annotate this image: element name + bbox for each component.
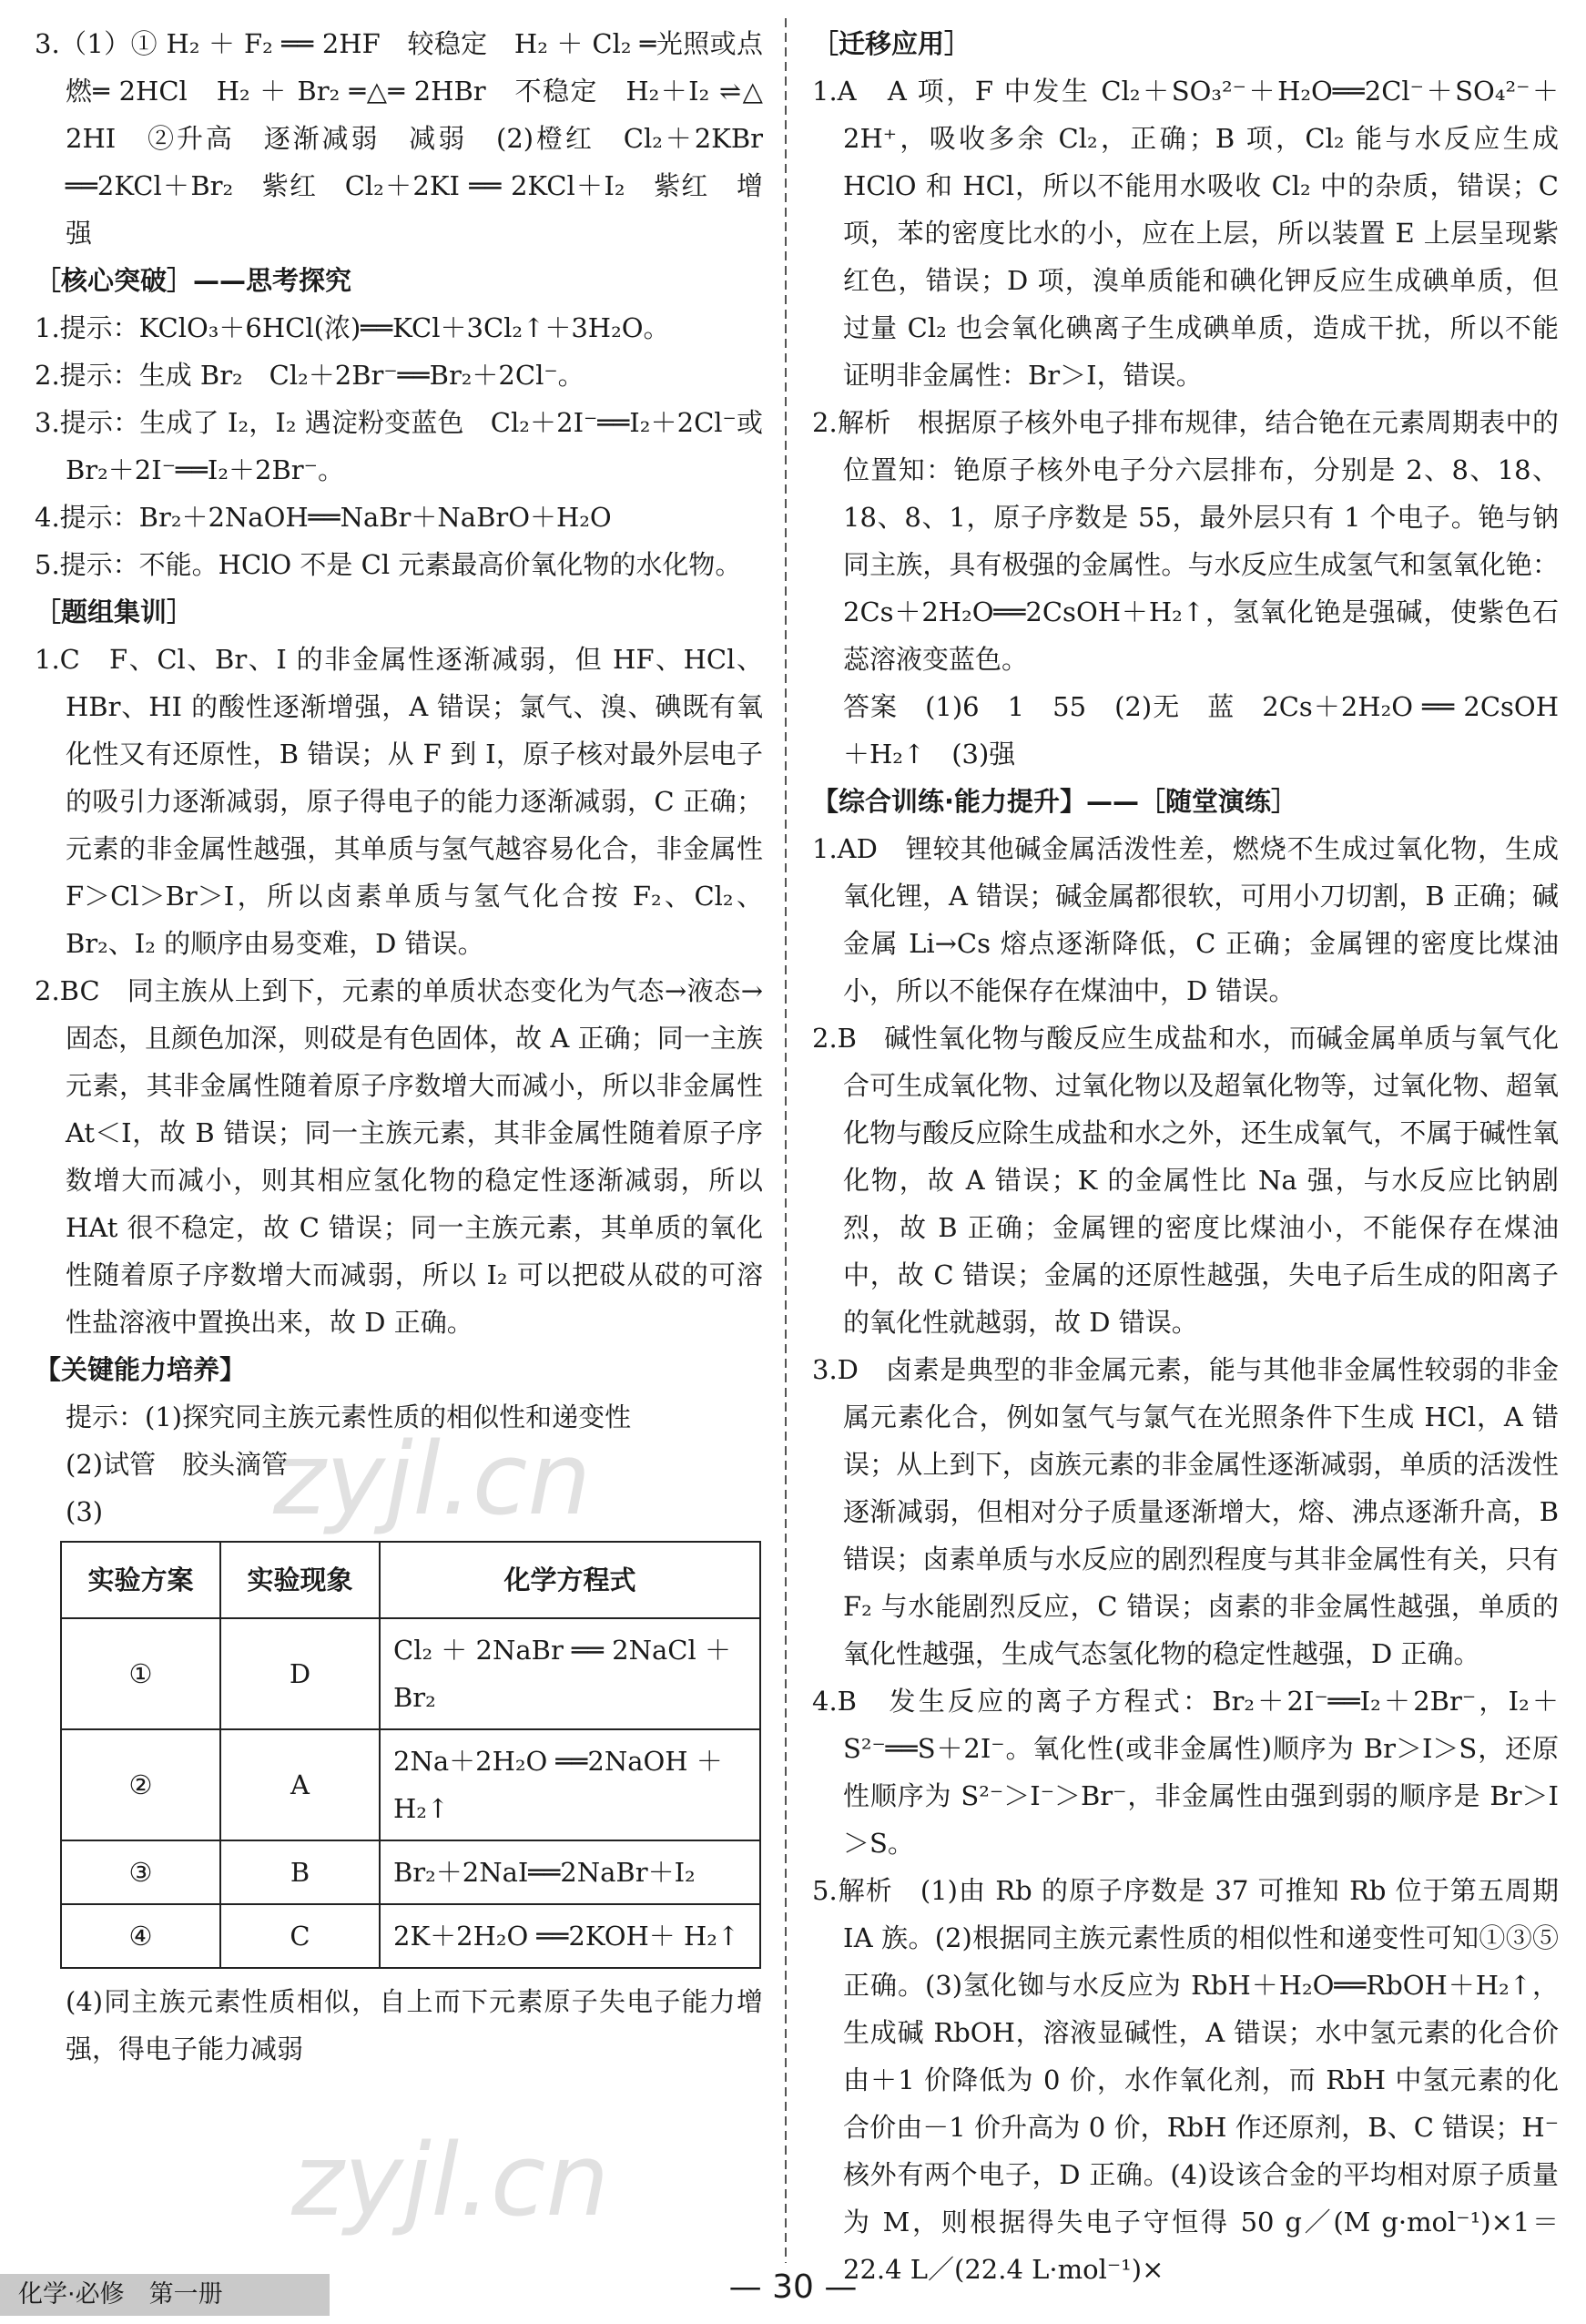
- table-cell: ①: [61, 1618, 220, 1729]
- left-para-9: 2.BC 同主族从上到下，元素的单质状态变化为气态→液态→固态，且颜色加深，则砹是有色固体，故 A 正确；同一主族元素，其非金属性随着原子序数增大而减小，所以非金属性 At＜I，故 B 错误；同一主族元素，其非金属性随着原子序数增大而减小，则其相应氢化物的稳定性逐渐减弱，所以 HAt 很不稳定，故 C 错误；同一主族元素，其单质的氧化性随着原子序数增大而减弱，所以 I₂ 可以把砹从砹的可溶性盐溶液中置换出来，故 D 正确。: [35, 975, 763, 1338]
- column-divider: [785, 18, 787, 2263]
- right-para-1: 1.A A 项，F 中发生 Cl₂＋SO₃²⁻＋H₂O══2Cl⁻＋SO₄²⁻＋2H⁺，吸收多余 Cl₂，正确；B 项，Cl₂ 能与水反应生成 HClO 和 HCl，所以不能用水吸收 Cl₂ 中的杂质，错误；C 项，苯的密度比水的小，应在上层，所以装置 E 上层呈现紫红色，错误；D 项，溴单质能和碘化钾反应生成碘单质，但过量 Cl₂ 也会氧化碘离子生成碘单质，造成干扰，所以不能证明非金属性：Br＞I，错误。: [812, 76, 1559, 391]
- table-cell: B: [220, 1840, 380, 1904]
- page-number: — 30 —: [728, 2268, 858, 2306]
- table-cell: Br₂＋2NaI══2NaBr＋I₂: [380, 1840, 760, 1904]
- right-para-8: 4.B 发生反应的离子方程式：Br₂＋2I⁻══I₂＋2Br⁻，I₂＋S²⁻══S＋2I⁻。氧化性(或非金属性)顺序为 Br＞I＞S，还原性顺序为 S²⁻＞I⁻＞Br⁻，非金属性由强到弱的顺序是 Br＞I＞S。: [812, 1686, 1559, 1859]
- left-para-0: 3.（1）① H₂ ＋ F₂ ══ 2HF 较稳定 H₂ ＋ Cl₂ ═光照或点燃═ 2HCl H₂ ＋ Br₂ ═△═ 2HBr 不稳定 H₂＋I₂ ⇌△ 2HI ②升高 逐渐减弱 减弱 (2)橙红 Cl₂＋2KBr ══2KCl＋Br₂ 紫红 Cl₂＋2KI ══ 2KCl＋I₂ 紫红 增强: [35, 28, 763, 249]
- left-para-8: 1.C F、Cl、Br、I 的非金属性逐渐减弱，但 HF、HCl、HBr、HI 的酸性逐渐增强，A 错误；氯气、溴、碘既有氧化性又有还原性，B 错误；从 F 到 I，原子核对最外层电子的吸引力逐渐减弱，原子得电子的能力逐渐减弱，C 正确；元素的非金属性越强，其单质与氢气越容易化合，非金属性 F＞Cl＞Br＞I，所以卤素单质与氢气化合按 F₂、Cl₂、Br₂、I₂ 的顺序由易变难，D 错误。: [35, 644, 763, 959]
- left-para-11: 提示：(1)探究同主族元素性质的相似性和递变性: [66, 1402, 632, 1432]
- table-cell: Cl₂ ＋ 2NaBr ══ 2NaCl ＋Br₂: [380, 1618, 760, 1729]
- table-cell: 2K＋2H₂O ══2KOH＋ H₂↑: [380, 1904, 760, 1968]
- table-row: [61, 1618, 760, 1729]
- table-cell: ④: [61, 1904, 220, 1968]
- right-para-2: 2.解析 根据原子核外电子排布规律，结合铯在元素周期表中的位置知：铯原子核外电子分六层排布，分别是 2、8、18、18、8、1，原子序数是 55，最外层只有 1 个电子。铯与钠同主族，具有极强的金属性。与水反应生成氢气和氢氧化铯：2Cs＋2H₂O══2CsOH＋H₂↑，氢氧化铯是强碱，使紫色石蕊溶液变蓝色。: [812, 407, 1559, 675]
- watermark-1: zyjl.cn: [273, 1421, 592, 1537]
- left-column: [35, 20, 763, 2073]
- table-cell: 2Na＋2H₂O ══2NaOH ＋H₂↑: [380, 1729, 760, 1840]
- watermark-2: zyjl.cn: [291, 2122, 610, 2238]
- experiment-table: [60, 1541, 761, 1969]
- table-header: 化学方程式: [380, 1542, 760, 1618]
- table-cell: A: [220, 1729, 380, 1840]
- table-header: 实验方案: [61, 1542, 220, 1618]
- left-para-5: 4.提示：Br₂＋2NaOH══NaBr＋NaBrO＋H₂O: [35, 502, 612, 533]
- right-para-4: 【综合训练·能力提升】——［随堂演练］: [812, 786, 1298, 817]
- right-para-7: 3.D 卤素是典型的非金属元素，能与其他非金属性较弱的非金属元素化合，例如氢气与氯气在光照条件下生成 HCl，A 错误；从上到下，卤族元素的非金属性逐渐减弱，单质的活泼性逐渐减弱，但相对分子质量逐渐增大，熔、沸点逐渐升高，B 错误；卤素单质与水反应的剧烈程度与其非金属性有关，只有 F₂ 与水能剧烈反应，C 错误；卤素的非金属性越强，单质的氧化性越强，生成气态氢化物的稳定性越强，D 正确。: [812, 1354, 1559, 1669]
- left-para-2: 1.提示：KClO₃＋6HCl(浓)══KCl＋3Cl₂↑＋3H₂O。: [35, 312, 670, 343]
- right-para-6: 2.B 碱性氧化物与酸反应生成盐和水，而碱金属单质与氧气化合可生成氧化物、过氧化物以及超氧化物等，过氧化物、超氧化物与酸反应除生成盐和水之外，还生成氧气，不属于碱性氧化物，故 A 错误；K 的金属性比 Na 强，与水反应比钠剧烈，故 B 正确；金属锂的密度比煤油小，不能保存在煤油中，故 C 错误；金属的还原性越强，失电子后生成的阳离子的氧化性就越弱，故 D 错误。: [812, 1023, 1559, 1338]
- table-row: [61, 1904, 760, 1968]
- left-para-4: 3.提示：生成了 I₂，I₂ 遇淀粉变蓝色 Cl₂＋2I⁻══I₂＋2Cl⁻或 Br₂＋2I⁻══I₂＋2Br⁻。: [35, 407, 763, 485]
- left-para-12: (2)试管 胶头滴管: [66, 1449, 289, 1480]
- left-para-1: ［核心突破］——思考探究: [35, 265, 352, 296]
- left-after-para-0: (4)同主族元素性质相似，自上而下元素原子失电子能力增强，得电子能力减弱: [66, 1986, 763, 2064]
- right-para-0: ［迁移应用］: [812, 28, 971, 59]
- left-para-3: 2.提示：生成 Br₂ Cl₂＋2Br⁻══Br₂＋2Cl⁻。: [35, 360, 585, 391]
- left-para-7: ［题组集训］: [35, 596, 194, 627]
- table-row: [61, 1729, 760, 1840]
- table-cell: C: [220, 1904, 380, 1968]
- right-para-3: 答案 (1)6 1 55 (2)无 蓝 2Cs＋2H₂O ══ 2CsOH＋H₂↑ (3)强: [843, 691, 1559, 770]
- table-cell: ②: [61, 1729, 220, 1840]
- table-row: [61, 1840, 760, 1904]
- book-label: 化学·必修 第一册: [0, 2274, 330, 2316]
- left-para-6: 5.提示：不能。HClO 不是 Cl 元素最高价氧化物的水化物。: [35, 549, 742, 580]
- right-para-9: 5.解析 (1)由 Rb 的原子序数是 37 可推知 Rb 位于第五周期ⅠA 族。(2)根据同主族元素性质的相似性和递变性可知①③⑤正确。(3)氢化铷与水反应为 RbH＋H₂O══RbOH＋H₂↑，生成碱 RbOH，溶液显碱性，A 错误；水中氢元素的化合价由＋1 价降低为 0 价，水作氧化剂，而 RbH 中氢元素的化合价由－1 价升高为 0 价，RbH 作还原剂，B、C 错误；H⁻ 核外有两个电子，D 正确。(4)设该合金的平均相对原子质量为 M，则根据得失电子守恒得 50 g／(M g·mol⁻¹)×1＝22.4 L／(22.4 L·mol⁻¹)×: [812, 1875, 1559, 2285]
- left-para-10: 【关键能力培养】: [35, 1354, 247, 1385]
- table-cell: D: [220, 1618, 380, 1729]
- right-column: [812, 20, 1559, 2293]
- table-header: 实验现象: [220, 1542, 380, 1618]
- left-para-13: (3): [66, 1496, 104, 1527]
- table-cell: ③: [61, 1840, 220, 1904]
- right-para-5: 1.AD 锂较其他碱金属活泼性差，燃烧不生成过氧化物，生成氧化锂，A 错误；碱金属都很软，可用小刀切割，B 正确；碱金属 Li→Cs 熔点逐渐降低，C 正确；金属锂的密度比煤油小，所以不能保存在煤油中，D 错误。: [812, 833, 1559, 1006]
